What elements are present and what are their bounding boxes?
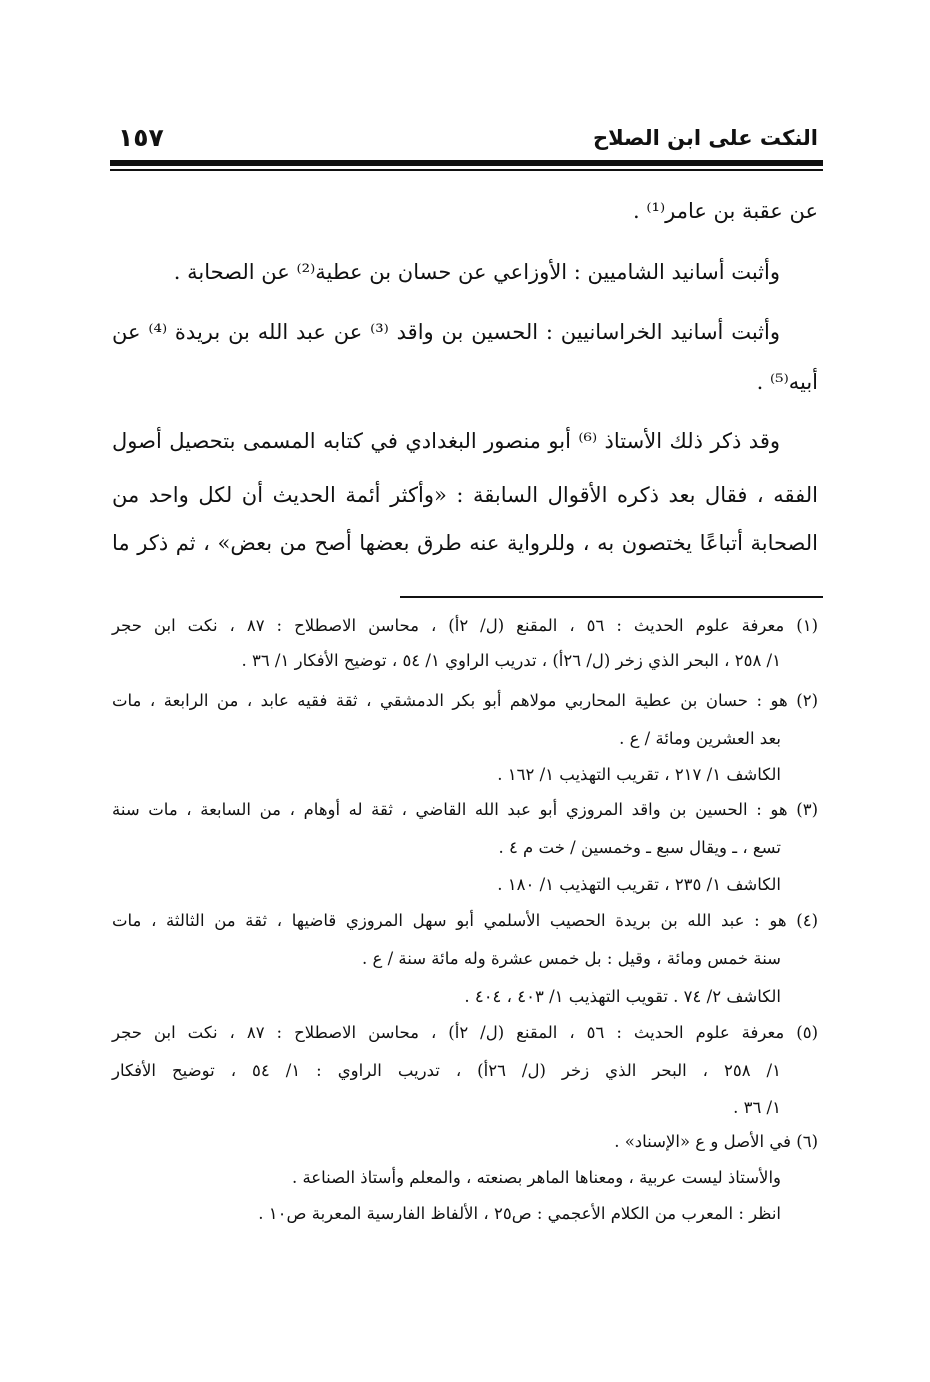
- body-line: الصحابة أتباعًا يختصون به ، وللرواية عنه طرق بعضها أصح من بعض» ، ثم ذكر ما: [112, 531, 818, 555]
- footnote-line: والأستاذ ليست عربية ، ومعناها الماهر بصنعته ، والمعلم وأستاذ الصناعة .: [291, 1168, 781, 1187]
- footnote-line: سنة خمس ومائة ، وقيل : بل خمس عشرة وله مائة سنة / ع .: [362, 949, 781, 968]
- body-line: وأثبت أسانيد الخراسانيين : الحسين بن واقد ⁽³⁾ عن عبد الله بن بريدة ⁽⁴⁾ عن: [112, 320, 780, 344]
- footnote-line: ١/ ٢٥٨ ، البحر الذي زخر (ل/ ٢٦أ) ، تدريب الراوي ١/ ٥٤ ، توضيح الأفكار ١/ ٣٦ .: [241, 651, 781, 670]
- footnote-line: الكاشف ١/ ٢١٧ ، تقريب التهذيب ١/ ١٦٢ .: [497, 765, 781, 784]
- footnote-line: انظر : المعرب من الكلام الأعجمي : ص٢٥ ، الألفاظ الفارسية المعربة ص١٠ .: [258, 1204, 781, 1223]
- body-line: وأثبت أسانيد الشاميين : الأوزاعي عن حسان بن عطية⁽²⁾ عن الصحابة .: [173, 260, 780, 284]
- running-title: النكت على ابن الصلاح: [592, 126, 818, 150]
- footnote-line: (٦) في الأصل و ع «الإسناد» .: [614, 1132, 818, 1151]
- footnote-line: ١/ ٣٦ .: [733, 1098, 781, 1117]
- header-rule-thick: [110, 160, 823, 166]
- page-number: ١٥٧: [118, 123, 164, 152]
- body-line: الفقه ، فقال بعد ذكره الأقوال السابقة : «وأكثر أئمة الحديث أن لكل واحد من: [112, 483, 818, 507]
- footnote-line: الكاشف ١/ ٢٣٥ ، تقريب التهذيب ١/ ١٨٠ .: [497, 875, 781, 894]
- footnote-line: (١) معرفة علوم الحديث : ٥٦ ، المقنع (ل/ ٢أ) ، محاسن الاصطلاح : ٨٧ ، نكت ابن حجر: [112, 616, 818, 635]
- footnote-line: (٥) معرفة علوم الحديث : ٥٦ ، المقنع (ل/ ٢أ) ، محاسن الاصطلاح : ٨٧ ، نكت ابن حجر: [112, 1023, 818, 1042]
- footnote-line: (٢) هو : حسان بن عطية المحاربي مولاهم أبو بكر الدمشقي ، ثقة فقيه عابد ، من الرابعة ، مات: [112, 691, 818, 710]
- body-line: وقد ذكر ذلك الأستاذ ⁽⁶⁾ أبو منصور البغدادي في كتابه المسمى بتحصيل أصول: [112, 429, 780, 453]
- footnote-line: ١/ ٢٥٨ ، البحر الذي زخر (ل/ ٢٦أ) ، تدريب الراوي : ١/ ٥٤ ، توضيح الأفكار: [112, 1061, 781, 1080]
- footnote-separator: [400, 596, 823, 598]
- footnote-line: بعد العشرين ومائة / ع .: [619, 729, 781, 748]
- header-rule-thin: [110, 169, 823, 171]
- footnote-line: الكاشف ٢/ ٧٤ . تقويب التهذيب ١/ ٤٠٣ ، ٤٠٤ .: [464, 987, 781, 1006]
- footnote-line: (٤) هو : عبد الله بن بريدة الحصيب الأسلمي أبو سهل المروزي قاضيها ، ثقة من الثالثة ، مات: [112, 911, 818, 930]
- footnote-line: (٣) هو : الحسين بن واقد المروزي أبو عبد الله القاضي ، ثقة له أوهام ، من السابعة ، مات سنة: [112, 800, 818, 819]
- body-line: عن عقبة بن عامر⁽¹⁾ .: [633, 199, 818, 223]
- body-line: أبيه⁽⁵⁾ .: [756, 370, 818, 394]
- footnote-line: تسع ، ـ ويقال سبع ـ وخمسين / خت م ٤ .: [498, 838, 781, 857]
